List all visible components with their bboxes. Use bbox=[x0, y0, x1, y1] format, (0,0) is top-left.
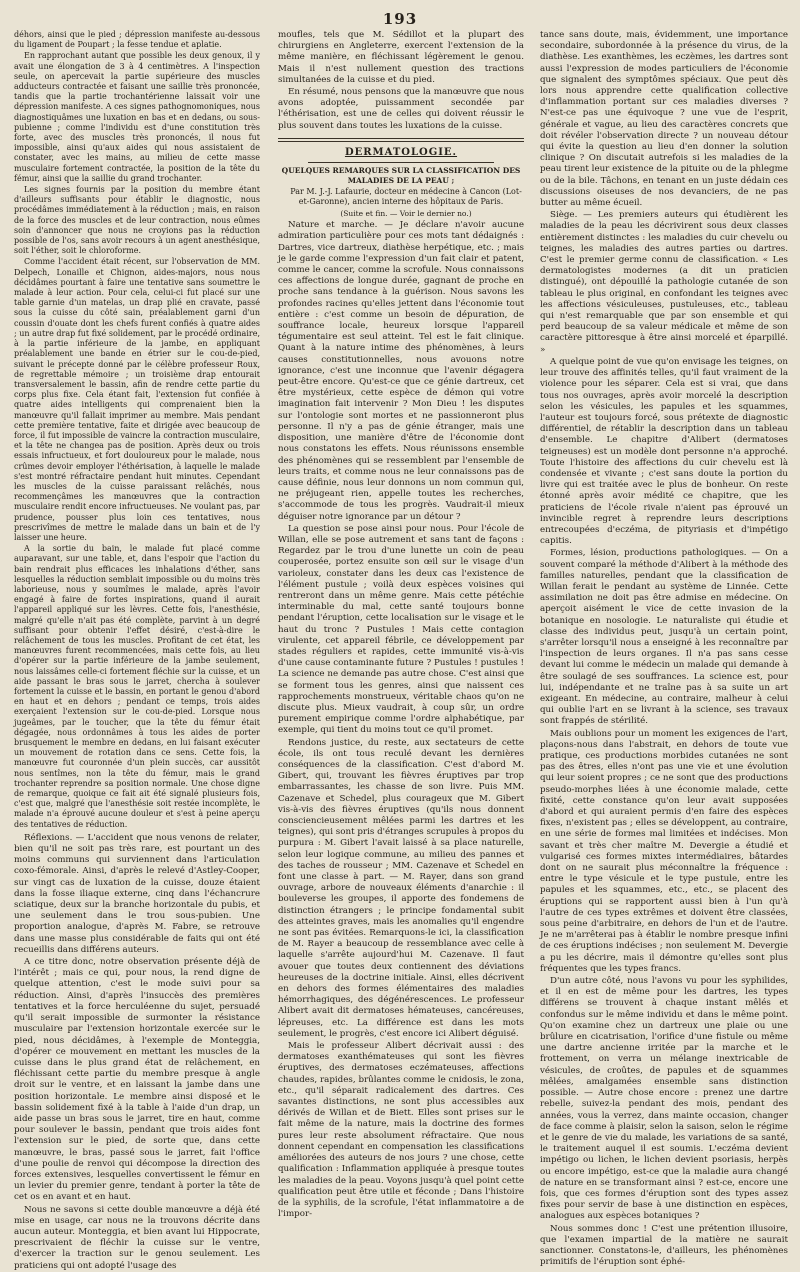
title-divider bbox=[308, 162, 494, 163]
paragraph: moufles, tels que M. Sédillot et la plupart des chirurgiens en Angleterre, exercent l'extension de la même manière, en fléchissant légèrement le genou. Mais il n'est nullement question des tractions simultanées de la cuisse et du pied. bbox=[278, 30, 524, 85]
paragraph: Nous ne savons si cette double manœuvre a déjà été mise en usage, car nous ne la trouvons décrite dans aucun auteur. Monteggia, et bien avant lui Hippocrate, prescrivaient de fléchir la cuisse sur le ventre, d'exercer la traction sur le genou seulement. Les praticiens qui ont adopté l'usage des bbox=[14, 1204, 260, 1271]
paragraph: D'un autre côté, nous l'avons vu pour les syphilides, et il en est de même pour les dartres, les types différens se trouvent à chaque instant mêlés et confondus sur le même individu et dans le même point. Qu'on examine chez un dartreux une plaie ou une brûlure en cicatrisation, l'orifice d'une fistule ou même une dartre ancienne irritée par la marche et le frottement, on verra un mélange inextricable de vésicules, de croûtes, de papules et de squammes mêlées, amalgamées ensemble sans distinction possible. — Autre chose encore : prenez une dartre rebelle, suivez-la pendant des mois, pendant des années, vous la verrez, dans mainte occasion, changer de face comme à plaisir, selon la saison, selon le régime et le genre de vie du malade, les variations de sa santé, le traitement auquel il est soumis. L'eczéma devient impétigo ou lichen, le lichen devient psoriasis, herpès ou encore impétigo, est-ce que la maladie aura changé de nature en se transformant ainsi ? est-ce, encore une fois, que ces formes d'éruption sont des types assez fixes pour servir de base à une distinction en espèces, analogues aux espèces botaniques ? bbox=[540, 976, 788, 1222]
continuation-note: (Suite et fin. — Voir le dernier no.) bbox=[340, 209, 472, 219]
paragraph: tance sans doute, mais, évidemment, une importance secondaire, subordonnée à la présence du virus, de la diathèse. Les exanthèmes, les eczèmes, les dartres sont aussi l'expression de modes particuliers de l'économie que signalent des symptômes spéciaux. Que peut dès lors nous apprendre cette qualification collective d'inflammation portant sur ces maladies diverses ? N'est-ce pas une équivoque ? une vue de l'esprit, générale et vague, au lieu des caractères concrets que doit révéler l'observation directe ? un nouveau détour qui évite la question au lieu d'en donner la solution clinique ? On discutait autrefois si les maladies de la peau tirent leur existence de la pituite ou de la phlegme ou de la bile. Tâchons, en tenant en un juste dédain ces discussions oiseuses de nos devanciers, de ne pas butter au même écueil. bbox=[540, 30, 788, 209]
section-title: DERMATOLOGIE. bbox=[344, 146, 458, 158]
page-number: 193 bbox=[382, 10, 418, 28]
paragraph: A la sortie du bain, le malade fut placé comme auparavant, sur une table, et, dans l'espoir que l'action du bain rendrait plus efficaces les inhalations d'éther, sans lesquelles la réduction semblait impossible ou du moins très laborieuse, nous y soumîmes le malade, après l'avoir engagé à faire de fortes inspirations, quand il aurait l'appareil appliqué sur les lèvres. Cette fois, l'anesthésie, malgré qu'elle n'ait pas été complète, parvint à un degré suffisant pour obtenir l'effet désiré, c'est-à-dire le relâchement de tous les muscles. Profitant de cet état, les manœuvres furent recommencées, mais cette fois, au lieu d'opérer sur la partie inférieure de la jambe seulement, nous laissâmes celle-ci fortement fléchie sur la cuisse, et un aide passant le bras sous le jarret, chercha à soulever fortement la cuisse et le bassin, en portant le genou d'abord en haut et en dehors ; pendant ce temps, trois aides exerçaient l'extension sur le cou-de-pied. Lorsque nous jugeâmes, par le toucher, que la tête du fémur était dégagée, nous ordonnâmes à tous les aides de porter brusquement le membre en dedans, en lui faisant exécuter un mouvement de rotation dans ce sens. Cette fois, la manœuvre fut couronnée d'un plein succès, car aussitôt nous sentîmes, non la tête du fémur, mais le grand trochanter reprendre sa position normale. Une chose digne de remarque, quoique ce fait ait été signalé plusieurs fois, c'est que, malgré que l'anesthésie soit restée incomplète, le malade n'a éprouvé aucune douleur et s'est à peine aperçu des tentatives de réduction. bbox=[14, 544, 260, 829]
paragraph: déhors, ainsi que le pied ; dépression manifeste au-dessous du ligament de Poupart ; la fesse tendue et aplatie. bbox=[14, 30, 260, 50]
paragraph: La question se pose ainsi pour nous. Pour l'école de Willan, elle se pose autrement et sans tant de façons : Regardez par le trou d'une lunette un coin de peau couperosée, portez ensuite son œil sur le visage d'un varioleux, constater dans les deux cas l'existence de l'élément pustule ; voilà deux espèces voisines qui rentreront dans un même genre. Mais cette pétéchie interminable du mal, cette santé toujours bonne pendant l'éruption, cette localisation sur le visage et le haut du tronc ? Pustules ! Mais cette contagion virulente, cet appareil fébrile, ce développement par stades réguliers et rapides, cette immunité vis-à-vis d'une cause contaminante future ? Pustules ! pustules ! La science ne demande pas autre chose. C'est ainsi que se forment tous les genres, ainsi que naissent ces rapprochements monstrueux, véritable chaos qu'on ne discute plus. Mieux vaudrait, à coup sûr, un ordre purement empirique comme l'ordre alphabétique, par exemple, qui tient du moins tout ce qu'il promet. bbox=[278, 523, 524, 736]
column-1 bbox=[14, 30, 260, 1271]
section-divider bbox=[278, 138, 524, 142]
article-title: QUELQUES REMARQUES SUR LA CLASSIFICATION DES MALADIES DE LA PEAU ; bbox=[281, 166, 521, 185]
paragraph: Mais le professeur Alibert décrivait aussi : des dermatoses exanthémateuses qui sont les fièvres éruptives, des dermatoses eczémateuses, affections chaudes, rapides, brûlantes comme le cnidosis, le zona, etc., qu'il séparait radicalement des dartres. Ces savantes distinctions, ne sont plus accessibles aux dérivés de Willan et de Biett. Elles sont prises sur le fait même de la nature, mais la doctrine des formes pures leur reste absolument réfractaire. Que nous donnent cependant en compensation les classifications améliorées des auteurs de nos jours ? une chose, cette qualification : Inflammation appliquée à presque toutes les maladies de la peau. Voyons jusqu'à quel point cette qualification peut être utile et féconde ; Dans l'histoire de la syphilis, de la scrofule, l'état inflammatoire a de l'impor- bbox=[278, 1041, 524, 1220]
paragraph: Siège. — Les premiers auteurs qui étudièrent les maladies de la peau les décrivirent sous deux classes entièrement distinctes : les maladies du cuir chevelu ou teignes, les maladies des autres parties ou dartres. C'est le premier germe connu de classification. « Les dermatologistes modernes (a dit un praticien distingué), ont dépouillé la pathologie cutanée de son tableau le plus original, en confondant les teignes avec les affections vésiculeuses, pustuleuses, etc., tableau qui n'est remarquable que par son ensemble et qui perd beaucoup de sa valeur médicale et même de son caractère pittoresque à être ainsi morcelé et éparpillé. » bbox=[540, 210, 788, 355]
column-3 bbox=[540, 30, 788, 1268]
article-byline: Par M. J.-J. Lafaurie, docteur en médecine à Cancon (Lot-et-Garonne), ancien interne des hôpitaux de Paris. bbox=[290, 187, 522, 207]
paragraph: En rapprochant autant que possible les deux genoux, il y avait une élongation de 3 à 4 centimètres. A l'inspection seule, on apercevait la partie supérieure des muscles adducteurs contractée et faisant une saillie très prononcée, tandis que la partie trochantérienne laissait voir une dépression manifeste. A ces signes pathognomoniques, nous diagnostiquâmes une luxation en bas et en dedans, ou sous-pubienne ; comme l'individu est d'une constitution très forte, avec des muscles très prononcés, il nous fut impossible, ainsi qu'aux aides qui nous assistaient de constater, avec les mains, au milieu de cette masse musculaire fortement contractée, la position de la tête du fémur, ainsi que la saillie du grand trochanter. bbox=[14, 51, 260, 183]
paragraph: Réflexions. — L'accident que nous venons de relater, bien qu'il ne soit pas très rare, est pourtant un des moins communs qui surviennent dans l'articulation coxo-fémorale. Ainsi, d'après le relevé d'Astley-Cooper, sur vingt cas de luxation de la cuisse, douze étaient dans la fosse iliaque externe, cinq dans l'échancrure sciatique, deux sur la branche horizontale du pubis, et une seulement dans le trou sous-pubien. Une proportion analogue, d'après M. Fabre, se retrouve dans une masse plus considérable de faits qui ont été recueillis dans différens auteurs. bbox=[14, 832, 260, 955]
paragraph: A quelque point de vue qu'on envisage les teignes, on leur trouve des affinités telles, qu'il faut vraiment de la violence pour les séparer. Cela est si vrai, que dans tous nos ouvrages, après avoir morcelé la description selon les vésicules, les papules et les squammes, l'auteur est toujours forcé, sous prétexte de diagnostic différentiel, de rétablir la description dans un tableau d'ensemble. Le chapitre d'Alibert (dermatoses teigneuses) est un modèle dont personne n'a approché. Toute l'histoire des affections du cuir chevelu est là condensée et vivante ; c'est sans doute la portion du livre qui est traitée avec le plus de bonheur. On reste étonné après avoir médité ce chapitre, que les praticiens de l'école rivale n'aient pas éprouvé un invincible regret à reprendre leurs descriptions entrecoupées d'eczéma, de pityriasis et d'impétigo capitis. bbox=[540, 356, 788, 547]
paragraph: Nous sommes donc ! C'est une prétention illusoire, que l'examen impartial de la matière ne saurait sanctionner. Constatons-le, d'ailleurs, les phénomènes primitifs de l'éruption sont éphé- bbox=[540, 1223, 788, 1268]
paragraph: A ce titre donc, notre observation présente déjà de l'intérêt ; mais ce qui, pour nous, la rend digne de quelque attention, c'est le mode suivi pour sa réduction. Ainsi, d'après l'insuccès des premières tentatives et la force herculéenne du sujet, persuadé qu'il serait impossible de surmonter la résistance musculaire par l'extension horizontale exercée sur le pied, nous décidâmes, à l'exemple de Monteggia, d'opérer ce mouvement en mettant les muscles de la cuisse dans le plus grand état de relâchement, en fléchissant cette partie du membre presque à angle droit sur le ventre, et en laissant la jambe dans une position horizontale. Le membre ainsi disposé et le bassin solidement fixé à la table à l'aide d'un drap, un aide passe un bras sous le jarret, tire en haut, comme pour soulever le bassin, pendant que trois aides font l'extension sur le pied, de sorte que, dans cette manœuvre, le bras, passé sous le jarret, fait l'office d'une poulie de renvoi qui décompose la direction des forces extensives, lesquelles convertissent le fémur en un levier du premier genre, tendant à porter la tête de cet os en avant et en haut. bbox=[14, 957, 260, 1203]
column-2 bbox=[278, 30, 524, 1220]
paragraph: En résumé, nous pensons que la manœuvre que nous avons adoptée, puissamment secondée par l'éthérisation, est une de celles qui doivent réussir le plus souvent dans toutes les luxations de la cuisse. bbox=[278, 87, 524, 131]
paragraph: Rendons justice, du reste, aux sectateurs de cette école, ils ont tous reculé devant les dernières conséquences de la classification. C'est d'abord M. Gibert, qui, trouvant les fièvres éruptives par trop embarrassantes, les chasse de son livre. Puis MM. Cazenave et Schedel, plus courageux que M. Gibert vis-à-vis des fièvres éruptives (qu'ils nous donnent consciencieusement mêlées parmi les dartres et les teignes), qui sont pris d'étranges scrupules à propos du purpura : M. Gibert l'avait laissé à sa place naturelle, selon leur logique commune, au milieu des pannes et des taches de rousseur ; MM. Cazenave et Schedel en font une classe à part. — M. Rayer, dans son grand ouvrage, arbore de nouveaux éléments d'anarchie : il bouleverse les groupes, il apporte des fondemens de distinction étrangers ; le principe fondamental subit des atteintes graves, mais les anomalies qu'il engendre ne sont pas évitées. Remarquons-le ici, la classification de M. Rayer a beaucoup de ressemblance avec celle à laquelle s'arrête aujourd'hui M. Cazenave. Il faut avouer que toutes deux contiennent des déviations heureuses de la doctrine initiale. Ainsi, elles décrivent en dehors des formes élémentaires des maladies hémorrhagiques, des dégénérescences. Le professeur Alibert avait dit dermatoses hémateuses, cancéreuses, lépreuses, etc. La différence est dans les mots seulement, le progrès, c'est encore ici Alibert déguisé. bbox=[278, 737, 524, 1039]
paragraph: Comme l'accident était récent, sur l'observation de MM. Delpech, Lonaille et Chignon, aides-majors, nous nous décidâmes pourtant à faire une tentative sans soumettre le malade à leur action. Pour cela, celui-ci fut placé sur une table garnie d'un matelas, un drap plié en cravate, passé sous la cuisse du côté sain, préalablement garni d'un coussin d'ouate dont les chefs furent confiés à quatre aides ; un autre drap fut fixé solidement, par le procédé ordinaire, à la partie inférieure de la jambe, en appliquant préalablement une bande en étrier sur le cou-de-pied, suivant le précepte donné par le célèbre professeur Roux, de regrettable mémoire ; un troisième drap entourait transversalement le bassin, afin de rendre cette partie du corps plus fixe. Cela étant fait, l'extension fut confiée à quatre aides intelligents qui comprenaient bien la manœuvre qu'il fallait imprimer au membre. Mais pendant cette première tentative, faite et dirigée avec beaucoup de force, il fut impossible de vaincre la contraction musculaire, et la tête ne changea pas de position. Après deux ou trois essais infructueux, et fort douloureux pour le malade, nous crûmes devoir employer l'éthérisation, à laquelle le malade s'est montré réfractaire pendant huit minutes. Cependant les muscles de la cuisse paraissant relâchés, nous recommençâmes les manœuvres que la contraction musculaire rendit encore infructueuses. Ne voulant pas, par prudence, pousser plus loin ces tentatives, nous prescrivîmes de mettre le malade dans un bain et de l'y laisser une heure. bbox=[14, 257, 260, 542]
paragraph: Les signes fournis par la position du membre étant d'ailleurs suffisants pour établir le diagnostic, nous procédâmes immédiatement à la réduction ; mais, en raison de la force des muscles et de leur contraction, nous eûmes soin d'annoncer que nous ne croyions pas la réduction possible de l'os, sans avoir recours à un agent anesthésique, soit l'éther, soit le chloroforme. bbox=[14, 185, 260, 256]
paragraph: Mais oublions pour un moment les exigences de l'art, plaçons-nous dans l'abstrait, en dehors de toute vue pratique, ces productions morbides cutanées ne sont pas des êtres, elles n'ont pas une vie et une évolution qui leur soient propres ; ce ne sont que des productions pseudo-morphes liées à une économie malade, cette fixité, cette constance qu'on leur avait supposées d'abord et qui auraient permis d'en faire des espèces fixes, n'existent pas ; elles se développent, au contraire, en une série de formes mal limitées et indécises. Mon savant et très cher maître M. Devergie a étudié et vulgarisé ces formes mixtes intermédiaires, bâtardes dont on ne saurait plus méconnaître la fréquence : entre le type vésicule et le type pustule, entre les papules et les squammes, etc., etc., se placent des éruptions qui se rapportent aussi bien à l'un qu'à l'autre de ces types extrêmes et doivent être classées, sous peine d'arbitraire, en dehors de l'un et de l'autre. Je ne m'arrêterai pas à établir le nombre presque infini de ces éruptions indécises ; non seulement M. Devergie a pu les décrire, mais il démontre qu'elles sont plus fréquentes que les types francs. bbox=[540, 728, 788, 974]
paragraph: Formes, lésion, productions pathologiques. — On a souvent comparé la méthode d'Alibert à la méthode des familles naturelles, pendant que la classification de Willan ferait le pendant au système de Linnée. Cette assimilation ne doit pas être admise en médecine. On aperçoit aisément le vice de cette invasion de la botanique en nosologie. Le naturaliste qui étudie et classe des individus peut, jusqu'à un certain point, s'arrêter lorsqu'il nous a enseigné à les reconnaître par l'inspection de leurs organes. Il n'a pas sans cesse devant lui comme le médecin un malade qui demande à être soulagé de ses souffrances. La science est, pour lui, indépendante et ne traîne pas à sa suite un art exigeant. En médecine, au contraire, malheur à celui qui oublie l'art en se livrant à la science, ses travaux sont frappés de stérilité. bbox=[540, 548, 788, 727]
paragraph: Nature et marche. — Je déclare n'avoir aucune admiration particulière pour ces mots tant dédaignés : Dartres, vice dartreux, diathèse herpétique, etc. ; mais je le garde comme l'expression d'un fait clair et patent, comme le cancer, comme la scrofule. Nous connaissons ces affections de longue durée, gagnant de proche en proche sans tendance à la guérison. Nous savons les profondes racines qu'elles jettent dans l'économie tout entière : c'est comme un besoin de dépuration, de souffrance locale, heureux lorsque l'appareil tégumentaire est seul atteint. Tel est le fait clinique. Quant à la nature intime des phénomènes, à leurs causes constitutionnelles, nous avouons notre ignorance, c'est une inconnue que l'avenir dégagera peut-être encore. Qu'est-ce que ce génie dartreux, cet être mystérieux, cette espèce de démon qui votre imagination fait intervenir ? Mon Dieu ! les disputes sur l'ontologie sont mortes et ne passionneront plus personne. Il n'y a pas de génie étranger, mais une disposition, une manière d'être de l'économie dont nous constatons les effets. Nous réunissons ensemble des phénomènes qui se ressemblent par l'ensemble de leurs traits, et comme nous ne leur connaissons pas de cause définie, nous leur donnons un nom commun qui, ne préjugeant rien, appelle toutes les recherches, s'accommode de tous les progrès. Vaudrait-il mieux déguiser notre ignorance par un détour ? bbox=[278, 220, 524, 522]
